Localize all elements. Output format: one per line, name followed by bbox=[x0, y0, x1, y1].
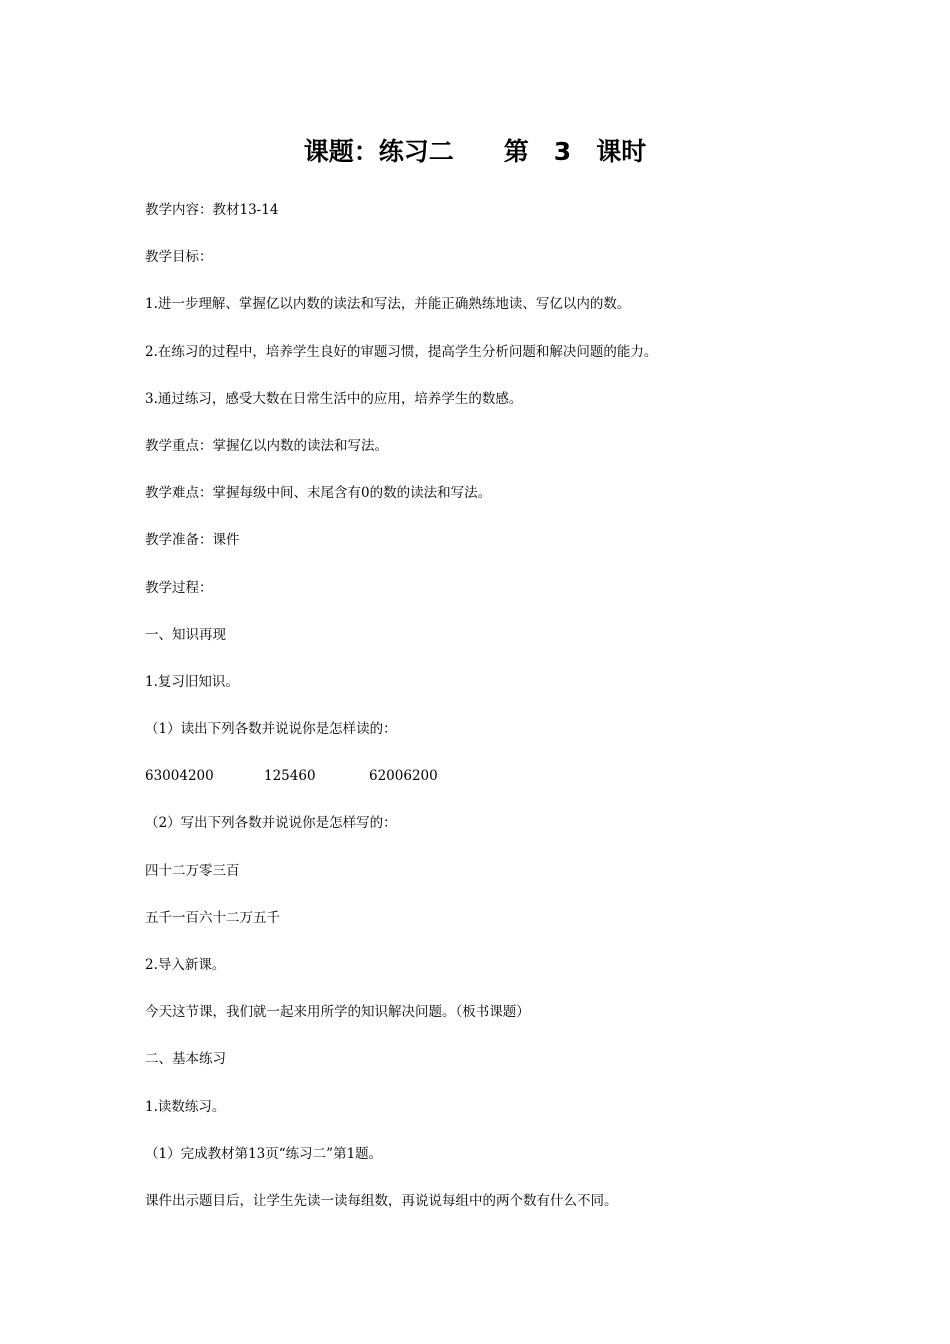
process-heading: 教学过程： bbox=[145, 579, 213, 596]
exercise-instruction: （1）完成教材第13页“练习二”第1题。 bbox=[145, 1145, 383, 1162]
number-item: 63004200 bbox=[145, 768, 214, 785]
number-item: 62006200 bbox=[369, 768, 438, 785]
exercise-description: 课件出示题目后，让学生先读一读每组数，再说说每组中的两个数有什么不同。 bbox=[145, 1192, 618, 1209]
chinese-number-1: 四十二万零三百 bbox=[145, 862, 240, 879]
teaching-goals-heading: 教学目标： bbox=[145, 249, 213, 266]
reading-practice-heading: 1.读数练习。 bbox=[145, 1098, 226, 1115]
read-numbers-prompt: （1）读出下列各数并说说你是怎样读的： bbox=[145, 721, 397, 738]
write-numbers-prompt: （2）写出下列各数并说说你是怎样写的： bbox=[145, 815, 397, 832]
review-heading: 1.复习旧知识。 bbox=[145, 673, 239, 690]
section-1-heading: 一、知识再现 bbox=[145, 626, 226, 643]
preparation-line: 教学准备：课件 bbox=[145, 532, 240, 549]
chinese-number-2: 五千一百六十二万五千 bbox=[145, 909, 280, 926]
difficulty-line: 教学难点：掌握每级中间、末尾含有0的数的读法和写法。 bbox=[145, 485, 492, 502]
new-lesson-text: 今天这节课，我们就一起来用所学的知识解决问题。（板书课题） bbox=[145, 1004, 530, 1021]
number-item: 125460 bbox=[264, 768, 316, 785]
goal-item-1: 1.进一步理解、掌握亿以内数的读法和写法，并能正确熟练地读、写亿以内的数。 bbox=[145, 296, 631, 313]
teaching-content-line: 教学内容：教材13-14 bbox=[145, 202, 279, 218]
document-title: 课题：练习二 第 3 课时 bbox=[303, 137, 647, 166]
goal-item-3: 3.通过练习，感受大数在日常生活中的应用，培养学生的数感。 bbox=[145, 390, 523, 407]
new-lesson-heading: 2.导入新课。 bbox=[145, 957, 226, 973]
numbers-row bbox=[145, 766, 825, 813]
document-body bbox=[145, 200, 825, 1238]
section-2-heading: 二、基本练习 bbox=[145, 1051, 226, 1068]
goal-item-2: 2.在练习的过程中，培养学生良好的审题习惯，提高学生分析问题和解决问题的能力。 bbox=[145, 343, 658, 360]
key-point-line: 教学重点：掌握亿以内数的读法和写法。 bbox=[145, 437, 388, 454]
